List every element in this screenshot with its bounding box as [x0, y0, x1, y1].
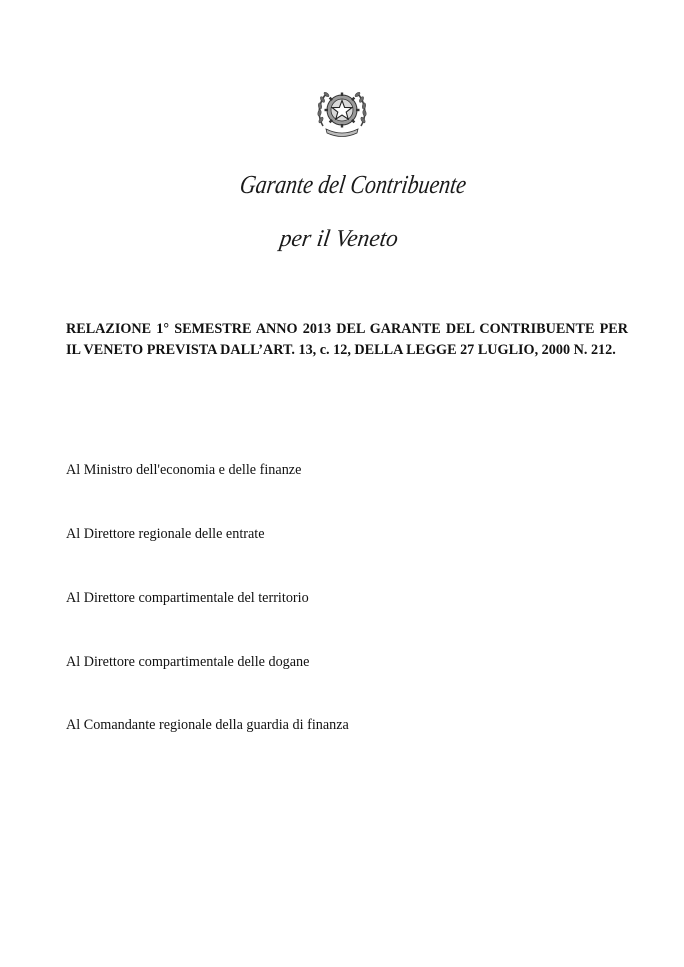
- letterhead-title-line1: Garante del Contribuente: [238, 170, 511, 199]
- recipient-line: Al Direttore regionale delle entrate: [66, 526, 265, 542]
- letterhead-title-line2: per il Veneto: [278, 226, 404, 252]
- recipient-line: Al Direttore compartimentale delle dogane: [66, 654, 310, 670]
- recipient-line: Al Ministro dell'economia e delle finanze: [66, 462, 302, 478]
- italian-republic-emblem-icon: [313, 82, 371, 140]
- recipient-line: Al Direttore compartimentale del territorio: [66, 590, 309, 606]
- letterhead-script-title: [0, 160, 684, 270]
- report-heading: RELAZIONE 1° SEMESTRE ANNO 2013 DEL GARANTE DEL CONTRIBUENTE PER IL VENETO PREVISTA DALL’ART. 13, c. 12, DELLA LEGGE 27 LUGLIO, 2000 N. 212.: [66, 321, 628, 358]
- recipient-line: Al Comandante regionale della guardia di finanza: [66, 717, 349, 733]
